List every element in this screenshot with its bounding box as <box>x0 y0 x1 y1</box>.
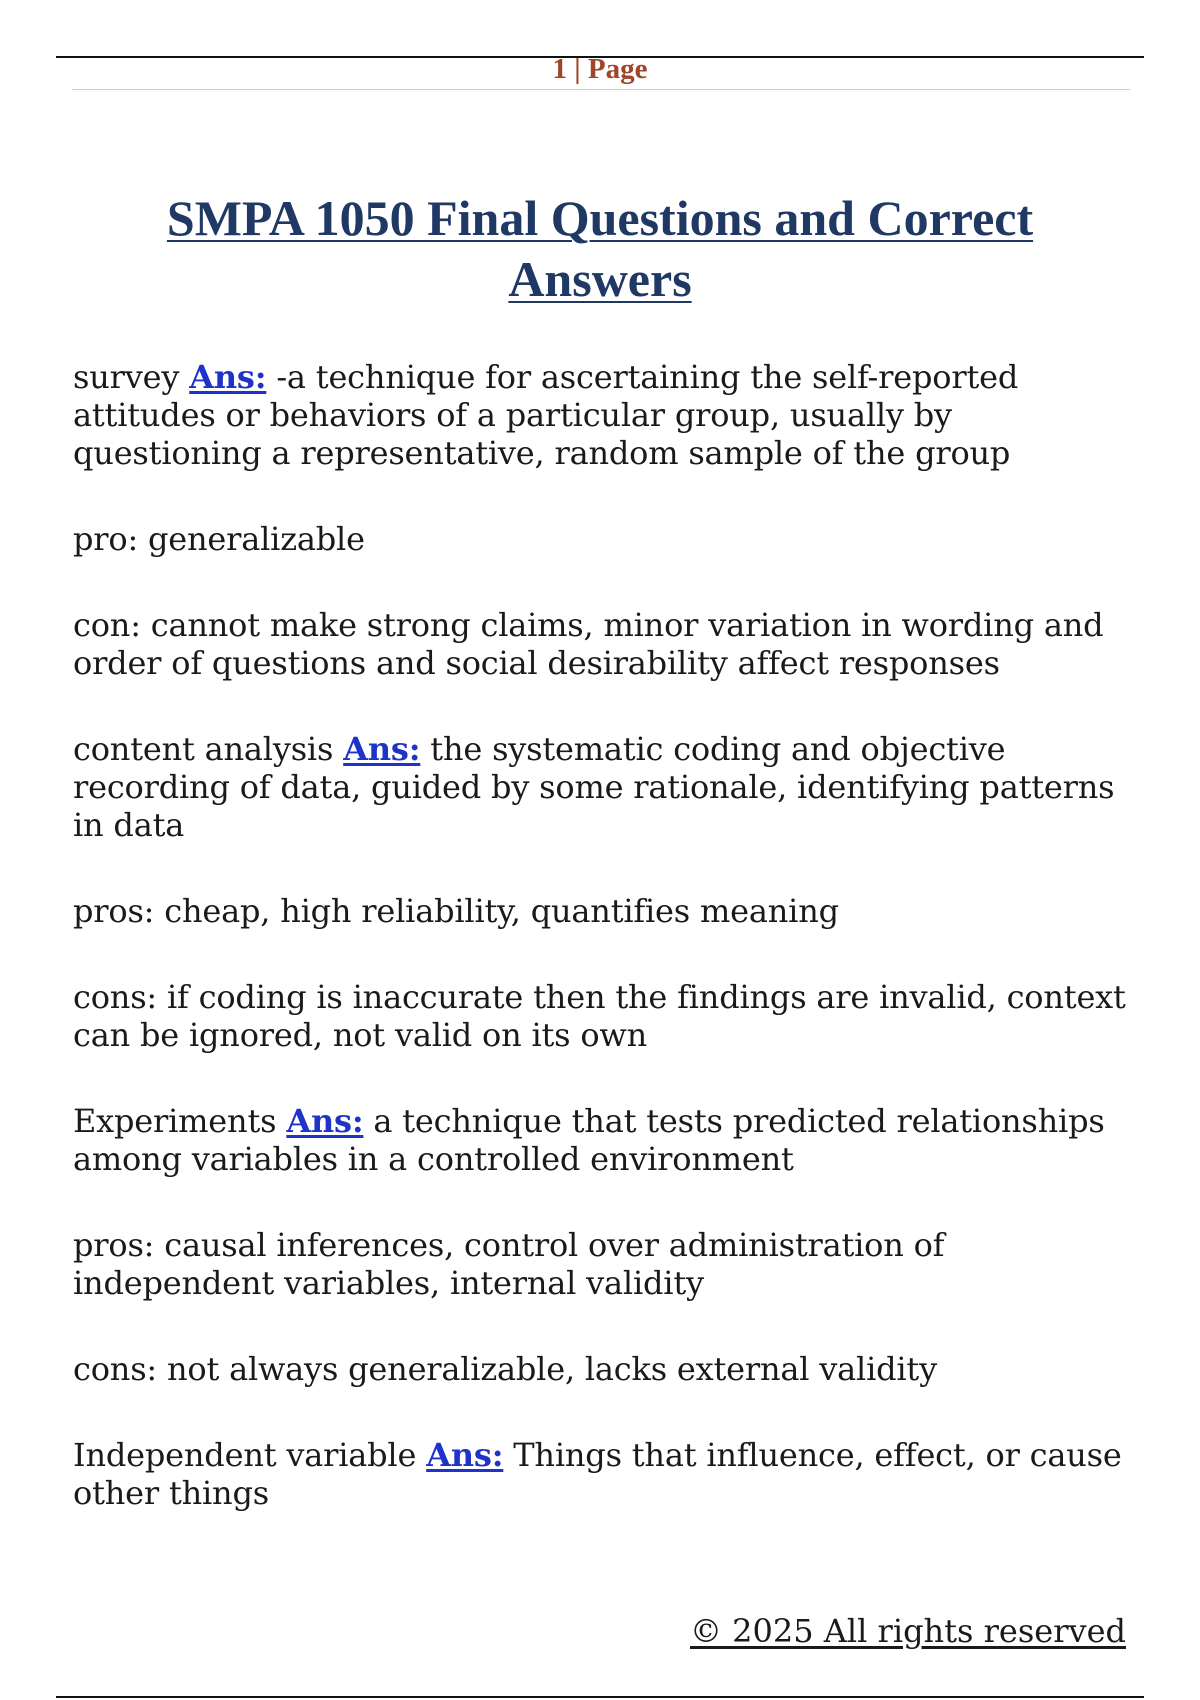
entry-term: content analysis <box>73 730 334 768</box>
ans-link[interactable]: Ans: <box>426 1436 504 1474</box>
entry-cons <box>73 1350 1138 1388</box>
document-title <box>80 188 1120 310</box>
entry-independent-variable <box>73 1436 1138 1512</box>
ans-link[interactable]: Ans: <box>343 730 421 768</box>
entry-con <box>73 606 1138 682</box>
entry-cons <box>73 978 1138 1054</box>
entry-text: pros: causal inferences, control over administration of independent variables, internal validity <box>73 1226 945 1302</box>
copyright-notice: © 2025 All rights reserved <box>690 1612 1126 1650</box>
page-number: 1 | Page <box>552 53 648 85</box>
entry-pros <box>73 1226 1138 1302</box>
ans-link[interactable]: Ans: <box>189 358 267 396</box>
entry-term: Experiments <box>73 1102 277 1140</box>
entry-text: pros: cheap, high reliability, quantifies meaning <box>73 892 839 930</box>
document-title-text: SMPA 1050 Final Questions and Correct Answers <box>166 190 1034 307</box>
entry-experiments <box>73 1102 1138 1178</box>
entry-text: con: cannot make strong claims, minor variation in wording and order of questions and social desirability affect responses <box>73 606 1104 682</box>
entry-pro <box>73 520 1138 558</box>
entry-text: a technique that tests predicted relationships among variables in a controlled environment <box>73 1102 1105 1178</box>
entry-term: survey <box>73 358 180 396</box>
entry-pros <box>73 892 1138 930</box>
entry-text: cons: not always generalizable, lacks external validity <box>73 1350 937 1388</box>
entry-term: Independent variable <box>73 1436 417 1474</box>
ans-link[interactable]: Ans: <box>286 1102 364 1140</box>
footer-rule <box>56 1696 1144 1698</box>
entry-text: pro: generalizable <box>73 520 365 558</box>
entry-text: cons: if coding is inaccurate then the findings are invalid, context can be ignored, not valid on its own <box>73 978 1126 1054</box>
entry-text: the systematic coding and objective recording of data, guided by some rationale, identifying patterns in data <box>73 730 1115 844</box>
header-rule-thin <box>72 89 1130 90</box>
entry-text: -a technique for ascertaining the self-reported attitudes or behaviors of a particular group, usually by questioning a representative, random sample of the group <box>73 358 1019 472</box>
entry-text: Things that influence, effect, or cause other things <box>73 1436 1122 1512</box>
document-body <box>73 358 1138 1560</box>
entry-content-analysis <box>73 730 1138 844</box>
entry-survey <box>73 358 1138 472</box>
